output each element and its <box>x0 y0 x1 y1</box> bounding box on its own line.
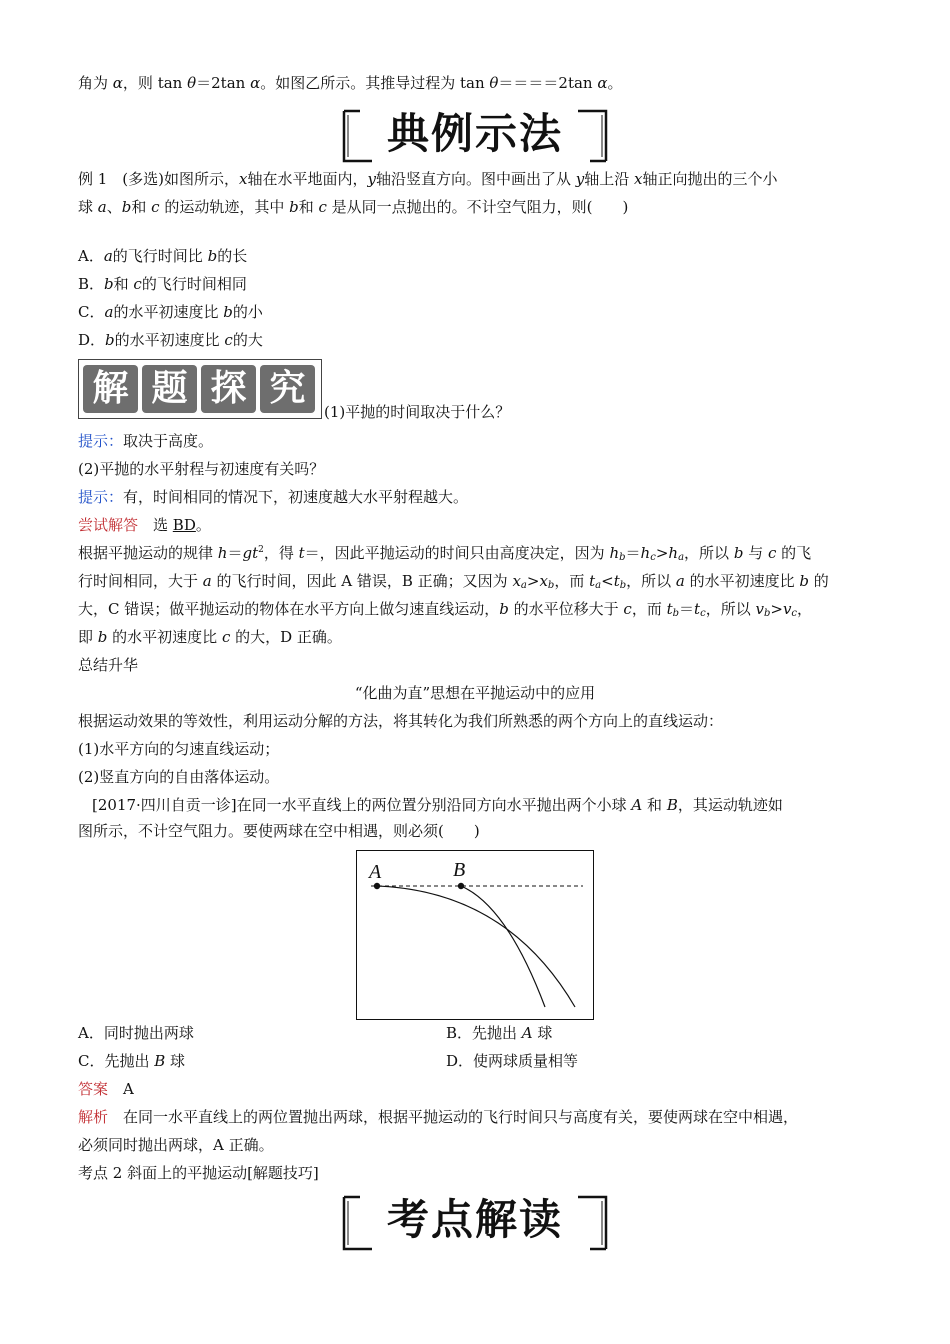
intro-text: ＝2tan <box>196 74 251 92</box>
example-text: 、 <box>106 198 122 216</box>
option-d[interactable] <box>78 333 263 348</box>
solution-line-3 <box>78 602 812 619</box>
banner-dianli <box>342 109 608 163</box>
hint-2 <box>78 490 468 505</box>
var-c: c <box>151 198 160 216</box>
subscript: a <box>678 552 685 563</box>
var-t: t <box>252 544 259 562</box>
var-a: a <box>97 198 107 216</box>
practice-line-1 <box>92 798 783 813</box>
var-g: g <box>242 544 253 562</box>
example-text: 的运动轨迹，其中 <box>159 198 290 216</box>
sol-text: 与 <box>743 544 768 562</box>
option-text: 的大 <box>232 331 263 349</box>
var-b: b <box>289 198 299 216</box>
sol-text: > <box>770 600 783 618</box>
practice-text: ，其运动轨迹如 <box>677 796 783 814</box>
var: b <box>105 331 115 349</box>
subscript: c <box>650 552 656 563</box>
var-b: b <box>799 572 810 590</box>
label-a: A <box>369 861 382 883</box>
var-c: c <box>767 544 777 562</box>
alpha-symbol: α <box>112 74 123 92</box>
subscript: a <box>595 580 602 591</box>
sol-text: 大，C 错误；做平抛运动的物体在水平方向上做匀速直线运动， <box>78 600 500 618</box>
var-h: h <box>217 544 228 562</box>
option-text: 的飞行时间比 <box>112 247 208 265</box>
option-c[interactable] <box>78 305 263 320</box>
subscript: b <box>763 608 771 619</box>
ball-a-point <box>374 883 380 889</box>
sol-text: ，所以 <box>626 572 676 590</box>
choice-c[interactable] <box>78 1054 185 1069</box>
ball-b-point <box>458 883 464 889</box>
theta-symbol: θ <box>489 74 499 92</box>
sol-text: ＝ <box>227 544 243 562</box>
sol-text: ，所以 <box>684 544 734 562</box>
choice-text: C．先抛出 <box>78 1052 155 1070</box>
hint-label: 提示： <box>78 488 124 506</box>
analysis-line-1 <box>78 1110 798 1125</box>
summary-item-1: (1)水平方向的匀速直线运动； <box>78 740 280 758</box>
sol-text: 即 <box>78 628 98 646</box>
subscript: b <box>672 608 680 619</box>
answer-label: 答案 <box>78 1080 109 1098</box>
subscript: b <box>547 580 555 591</box>
choice-b[interactable] <box>446 1026 552 1041</box>
example-text: 和 <box>131 198 152 216</box>
sol-text: 行时间相同，大于 <box>78 572 203 590</box>
sol-text: 的水平初速度比 <box>684 572 800 590</box>
var-t: t <box>694 600 701 618</box>
subscript: c <box>700 608 706 619</box>
var-t: t <box>298 544 305 562</box>
var-v: v <box>782 600 792 618</box>
summary-center-title: “化曲为直”思想在平抛运动中的应用 <box>354 684 596 702</box>
var-b: b <box>121 198 132 216</box>
option-letter: D． <box>78 331 106 349</box>
var: b <box>104 275 114 293</box>
hint-1 <box>78 434 213 449</box>
example-text: 轴正向抛出的三个小 <box>642 170 778 188</box>
intro-text: 。 <box>607 74 623 92</box>
intro-text: 。如图乙所示。其推导过程为 tan <box>260 74 490 92</box>
trajectory-b <box>461 886 545 1007</box>
tanjiu-char: 解 <box>83 365 138 413</box>
banner-title: 典例示法 <box>386 109 563 158</box>
alpha-symbol: α <box>250 74 261 92</box>
label-b: B <box>453 859 466 881</box>
hint-text: 有，时间相同的情况下，初速度越大水平射程越大。 <box>123 488 469 506</box>
var: b <box>207 247 218 265</box>
hint-text: 取决于高度。 <box>123 432 214 450</box>
try-text: 。 <box>195 516 211 534</box>
var-A: A <box>631 796 643 814</box>
trajectory-diagram <box>357 851 593 1019</box>
intro-text: ，则 tan <box>122 74 188 92</box>
sol-text: 的 <box>809 572 829 590</box>
var-h: h <box>640 544 651 562</box>
option-letter: A． <box>78 247 104 265</box>
var: b <box>223 303 233 321</box>
option-text: 和 <box>113 275 134 293</box>
option-letter: C． <box>78 303 105 321</box>
sol-text: ＝ <box>679 600 695 618</box>
subscript: c <box>791 608 798 619</box>
tanjiu-badge <box>78 359 322 419</box>
sol-text: ＝ <box>625 544 641 562</box>
analysis-label: 解析 <box>78 1108 109 1126</box>
example-text: 和 <box>298 198 319 216</box>
solution-line-2 <box>78 574 829 591</box>
answer-value: A <box>108 1080 134 1098</box>
option-b[interactable] <box>78 277 247 292</box>
trajectory-a <box>377 886 575 1007</box>
var: a <box>103 247 113 265</box>
tanjiu-char: 究 <box>260 365 315 413</box>
choice-text: D．使两球质量相等 <box>446 1052 579 1070</box>
option-text: 的水平初速度比 <box>113 303 224 321</box>
intro-text: ＝＝＝＝2tan <box>498 74 598 92</box>
sol-text: ，得 <box>263 544 299 562</box>
example-text: 轴在水平地面内， <box>247 170 368 188</box>
sol-text: 的飞行时间，因此 A 错误，B 正确；又因为 <box>211 572 513 590</box>
tanjiu-char: 探 <box>201 365 256 413</box>
var-t: t <box>589 572 596 590</box>
solution-line-4 <box>78 630 342 645</box>
analysis-text: 在同一水平直线上的两位置抛出两球，根据平抛运动的飞行时间只与高度有关，要使两球在空中相遇， <box>108 1108 799 1126</box>
sol-text: 的水平初速度比 <box>107 628 222 646</box>
var: c <box>133 275 142 293</box>
var-x: x <box>634 170 643 188</box>
var-B: B <box>666 796 678 814</box>
option-text: 的飞行时间相同 <box>141 275 247 293</box>
option-text: 的小 <box>232 303 263 321</box>
sol-text: 的飞 <box>776 544 812 562</box>
summary-body: 根据运动效果的等效性，利用运动分解的方法，将其转化为我们所熟悉的两个方向上的直线运动： <box>78 712 724 730</box>
example-line-1 <box>78 172 778 187</box>
var-b: b <box>733 544 744 562</box>
example-text: 是从同一点抛出的。不计空气阻力，则( ) <box>326 198 629 216</box>
sol-text: 的大，D 正确。 <box>230 628 342 646</box>
try-label: 尝试解答 <box>78 516 139 534</box>
answer-line <box>78 1082 134 1097</box>
var-a: a <box>675 572 685 590</box>
var-c: c <box>623 600 632 618</box>
choice-text: 球 <box>165 1052 186 1070</box>
example-text: 轴上沿 <box>584 170 635 188</box>
try-answer-value: BD <box>172 516 196 534</box>
var-h: h <box>609 544 620 562</box>
option-a[interactable] <box>78 249 247 264</box>
analysis-line-2: 必须同时抛出两球，A 正确。 <box>78 1136 274 1154</box>
choice-d[interactable] <box>446 1054 578 1069</box>
choice-a[interactable] <box>78 1026 194 1041</box>
exponent: 2 <box>258 545 264 555</box>
tanjiu-char: 题 <box>142 365 197 413</box>
subscript: a <box>520 580 527 591</box>
sol-text: > <box>526 572 540 590</box>
var-y: y <box>575 170 585 188</box>
option-text: 的水平初速度比 <box>114 331 225 349</box>
sol-text: ，所以 <box>705 600 756 618</box>
var-a: a <box>202 572 212 590</box>
practice-line-2: 图所示，不计空气阻力。要使两球在空中相遇，则必须( ) <box>78 822 480 840</box>
summary-item-2: (2)竖直方向的自由落体运动。 <box>78 768 280 786</box>
solution-line-1 <box>78 546 811 563</box>
alpha-symbol: α <box>597 74 608 92</box>
var-A: A <box>521 1024 533 1042</box>
var-h: h <box>668 544 679 562</box>
sol-text: < <box>601 572 614 590</box>
example-line-2 <box>78 200 628 215</box>
question-2: (2)平抛的水平射程与初速度有关吗？ <box>78 460 325 478</box>
choice-text: 球 <box>532 1024 553 1042</box>
sol-text: ＝，因此平抛运动的时间只由高度决定，因为 <box>304 544 610 562</box>
var-c: c <box>318 198 327 216</box>
summary-title: 总结升华 <box>78 656 139 674</box>
intro-line <box>78 76 623 91</box>
var-c: c <box>221 628 231 646</box>
var-b: b <box>499 600 509 618</box>
sol-text: ， <box>797 600 813 618</box>
var-x: x <box>539 572 548 590</box>
practice-text: 和 <box>642 796 667 814</box>
sol-text: 根据平抛运动的规律 <box>78 544 218 562</box>
var: a <box>104 303 114 321</box>
var-y: y <box>367 170 376 188</box>
subscript: b <box>619 580 627 591</box>
var-t: t <box>666 600 673 618</box>
theta-symbol: θ <box>187 74 197 92</box>
var: c <box>224 331 233 349</box>
subscript: b <box>619 552 626 563</box>
var-x: x <box>239 170 248 188</box>
sol-text: ，而 <box>631 600 667 618</box>
banner-kaodian <box>342 1195 608 1251</box>
example-text: 轴沿竖直方向。图中画出了从 <box>376 170 576 188</box>
option-letter: B． <box>78 275 105 293</box>
trajectory-figure <box>356 850 594 1020</box>
try-text: 选 <box>138 516 173 534</box>
example-label: 例 1 (多选)如图所示， <box>78 170 240 188</box>
var-b: b <box>97 628 108 646</box>
var-x: x <box>512 572 521 590</box>
example-text: 球 <box>78 198 98 216</box>
var-t: t <box>613 572 620 590</box>
choice-text: B．先抛出 <box>446 1024 522 1042</box>
option-text: 的长 <box>217 247 248 265</box>
question-1: (1)平抛的时间取决于什么？ <box>324 403 511 421</box>
banner-title: 考点解读 <box>386 1195 563 1244</box>
sol-text: > <box>655 544 669 562</box>
sol-text: 的水平位移大于 <box>508 600 624 618</box>
hint-label: 提示： <box>78 432 124 450</box>
var-B: B <box>154 1052 166 1070</box>
try-answer <box>78 518 211 533</box>
choice-text: A．同时抛出两球 <box>78 1024 194 1042</box>
var-v: v <box>755 600 764 618</box>
intro-text: 角为 <box>78 74 113 92</box>
practice-text: [2017·四川自贡一诊]在同一水平直线上的两位置分别沿同方向水平抛出两个小球 <box>92 796 632 814</box>
sol-text: ，而 <box>554 572 590 590</box>
section-heading: 考点 2 斜面上的平抛运动[解题技巧] <box>78 1164 319 1182</box>
